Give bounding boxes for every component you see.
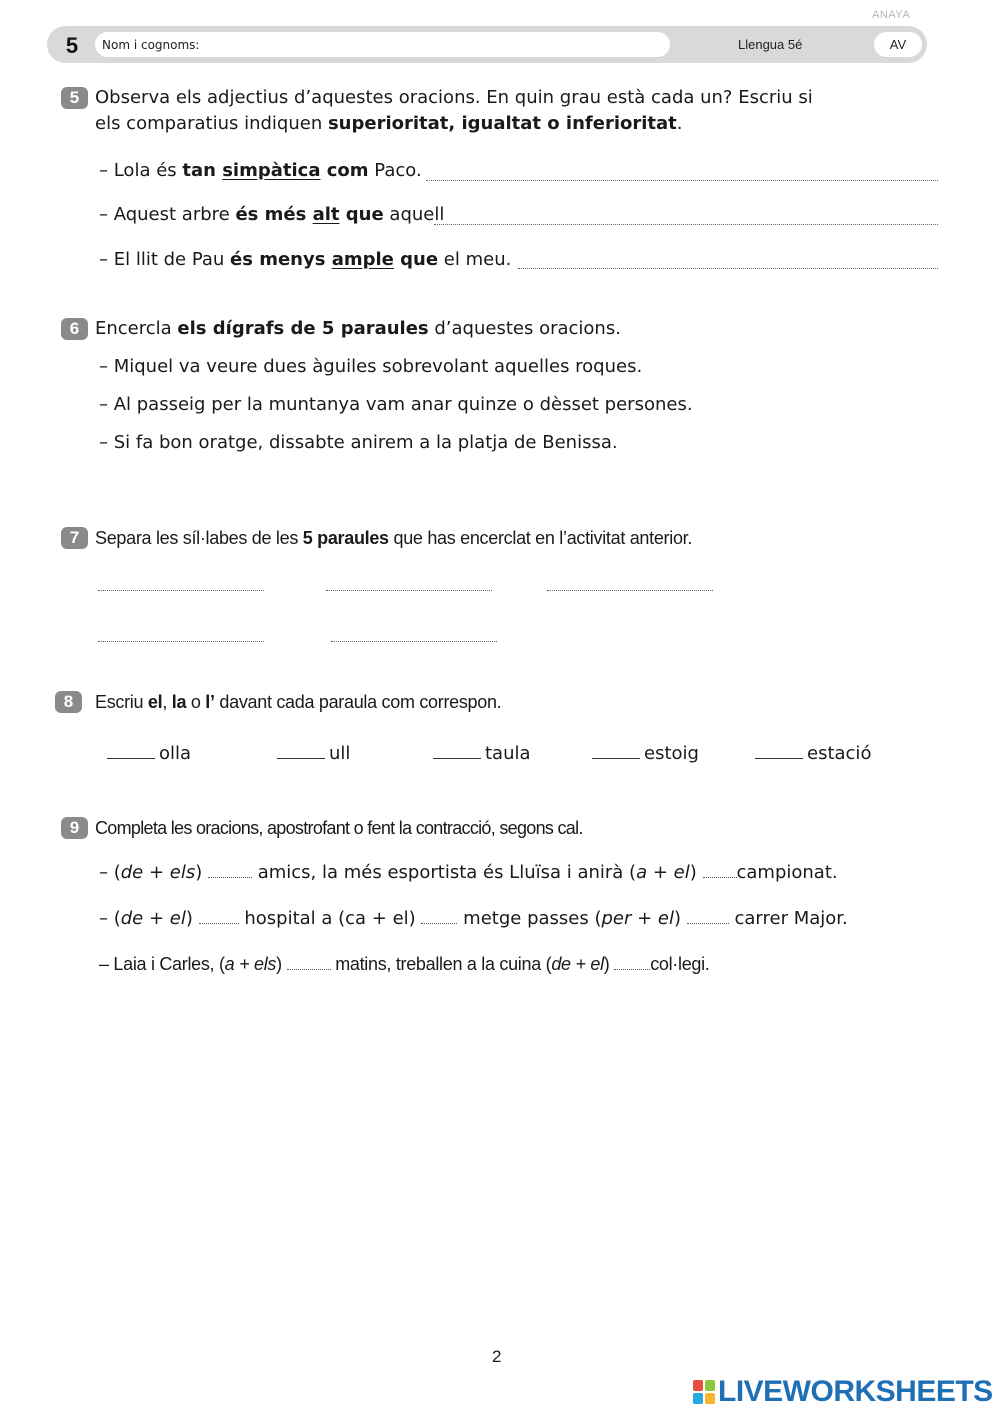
- exercise-7-badge: 7: [61, 527, 88, 549]
- publisher-logo: ANAYA: [872, 9, 911, 21]
- article-blank[interactable]: [592, 742, 640, 759]
- article-item-3: taula: [433, 742, 531, 764]
- syllable-line-1[interactable]: [98, 590, 264, 591]
- exercise-6-sentence-1: – Miquel va veure dues àguiles sobrevolant aquelles roques.: [99, 356, 643, 377]
- page-number: 2: [492, 1347, 502, 1366]
- contraction-blank[interactable]: [421, 909, 457, 924]
- exercise-6-sentence-2: – Al passeig per la muntanya vam anar quinze o dèsset persones.: [99, 394, 693, 415]
- liveworksheets-logo: [693, 1375, 993, 1409]
- article-blank[interactable]: [107, 742, 155, 759]
- exercise-6-badge: 6: [61, 318, 88, 340]
- contraction-blank[interactable]: [287, 955, 331, 970]
- exercise-5-instruction: Observa els adjectius d’aquestes oracions. En quin grau està cada un? Escriu si: [95, 87, 813, 108]
- liveworksheets-wordmark: LIVEWORKSHEETS: [718, 1375, 993, 1408]
- article-blank[interactable]: [755, 742, 803, 759]
- syllable-line-3[interactable]: [547, 590, 713, 591]
- exercise-8-badge: 8: [55, 691, 82, 713]
- subject-label: Llengua 5é: [738, 37, 803, 52]
- name-label: Nom i cognoms:: [102, 38, 200, 52]
- contraction-blank[interactable]: [687, 909, 729, 924]
- exercise-7-instruction: Separa les síl·labes de les 5 paraules que has encerclat en l’activitat anterior.: [95, 528, 693, 548]
- article-blank[interactable]: [433, 742, 481, 759]
- article-item-1: olla: [107, 742, 191, 764]
- exercise-9-instruction: Completa les oracions, apostrofant o fent la contracció, segons cal.: [95, 818, 583, 838]
- article-blank[interactable]: [277, 742, 325, 759]
- article-item-2: ull: [277, 742, 350, 764]
- exercise-5-instruction-2: els comparatius indiquen superioritat, igualtat o inferioritat.: [95, 113, 683, 134]
- exercise-5-line-1: – Lola és tan simpàtica com Paco.: [99, 160, 422, 181]
- exercise-9-line-2: – (de + el) hospital a (ca + el) metge passes (per + el) carrer Major.: [99, 908, 848, 929]
- answer-line-5-2[interactable]: [434, 224, 938, 225]
- syllable-line-2[interactable]: [326, 590, 492, 591]
- article-item-4: estoig: [592, 742, 699, 764]
- level-badge: AV: [874, 32, 922, 57]
- exercise-5-badge: 5: [61, 87, 88, 109]
- syllable-line-5[interactable]: [331, 641, 497, 642]
- unit-number: 5: [65, 33, 79, 58]
- answer-line-5-1[interactable]: [426, 180, 938, 181]
- syllable-line-4[interactable]: [98, 641, 264, 642]
- answer-line-5-3[interactable]: [518, 268, 938, 269]
- exercise-6-instruction: Encercla els dígrafs de 5 paraules d’aquestes oracions.: [95, 318, 621, 339]
- exercise-9-badge: 9: [61, 817, 88, 839]
- exercise-5-line-3: – El llit de Pau és menys ample que el meu.: [99, 249, 512, 270]
- exercise-8-instruction: Escriu el, la o l’ davant cada paraula com correspon.: [95, 692, 502, 712]
- contraction-blank[interactable]: [703, 863, 737, 878]
- exercise-9-line-3: – Laia i Carles, (a + els) matins, treballen a la cuina (de + el) col·legi.: [99, 954, 710, 974]
- contraction-blank[interactable]: [199, 909, 239, 924]
- contraction-blank[interactable]: [208, 863, 252, 878]
- article-item-5: estació: [755, 742, 871, 764]
- exercise-6-sentence-3: – Si fa bon oratge, dissabte anirem a la platja de Benissa.: [99, 432, 618, 453]
- liveworksheets-icon: [693, 1380, 715, 1404]
- exercise-5-line-2: – Aquest arbre és més alt que aquell: [99, 204, 445, 225]
- contraction-blank[interactable]: [614, 955, 650, 970]
- exercise-9-line-1: – (de + els) amics, la més esportista és Lluïsa i anirà (a + el) campionat.: [99, 862, 838, 883]
